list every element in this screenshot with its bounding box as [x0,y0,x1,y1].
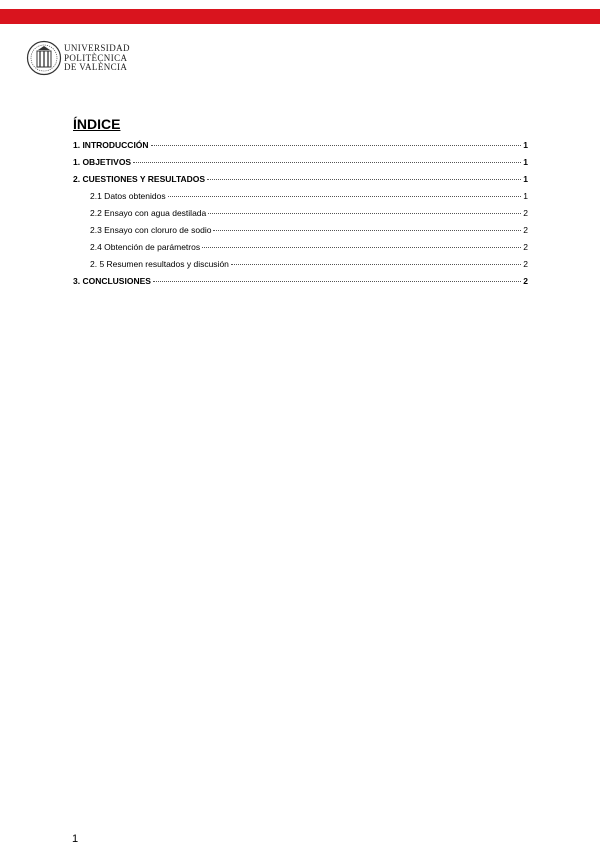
toc-entry-cloruro-sodio[interactable] [73,225,528,242]
page-number: 1 [72,833,79,845]
toc-entry-page: 2 [523,208,528,218]
toc-heading: ÍNDICE [73,116,121,132]
toc-entry-title: 2. 5 Resumen resultados y discusión [90,259,229,269]
header-accent-bar [0,9,600,24]
university-name [64,44,130,73]
toc-entry-cuestiones-resultados[interactable] [73,174,528,191]
toc-entry-objetivos[interactable] [73,157,528,174]
toc-entry-title: 2.4 Obtención de parámetros [90,242,201,252]
logo-line-3: DE VALÈNCIA [64,62,128,72]
toc-entry-page: 2 [523,259,528,269]
toc-dot-leader [202,247,521,248]
toc-entry-title: 2. CUESTIONES Y RESULTADOS [73,174,206,184]
toc-entry-page: 1 [523,157,528,167]
logo-line-1: UNIVERSIDAD [64,43,130,53]
toc-entry-page: 1 [523,191,528,201]
toc-dot-leader [208,213,521,214]
toc-dot-leader [213,230,521,231]
toc-dot-leader [207,179,521,180]
logo-line-2: POLITÈCNICA [64,52,128,63]
toc-entry-conclusiones[interactable] [73,276,528,293]
toc-entry-page: 1 [523,140,528,150]
university-logo [26,40,136,78]
toc-entry-title: 3. CONCLUSIONES [73,276,151,286]
toc-entry-resumen[interactable] [73,259,528,276]
toc-entry-title: 2.1 Datos obtenidos [90,191,166,201]
toc-dot-leader [231,264,521,265]
toc-dot-leader [133,162,521,163]
toc-entry-introduccion[interactable] [73,140,528,157]
toc-entry-title: 2.3 Ensayo con cloruro de sodio [90,225,212,235]
toc-entry-datos-obtenidos[interactable] [73,191,528,208]
toc-entry-page: 2 [523,225,528,235]
toc-entry-title: 1. OBJETIVOS [73,157,132,167]
toc-entry-title: 1. INTRODUCCIÓN [73,140,149,150]
university-seal-icon [26,40,62,76]
toc-entry-page: 2 [523,276,528,286]
toc-entry-agua-destilada[interactable] [73,208,528,225]
toc-entry-page: 1 [523,174,528,184]
toc-entry-parametros[interactable] [73,242,528,259]
toc-entry-title: 2.2 Ensayo con agua destilada [90,208,207,218]
toc-dot-leader [153,281,521,282]
toc-dot-leader [151,145,522,146]
toc-entry-page: 2 [523,242,528,252]
toc-dot-leader [168,196,522,197]
table-of-contents [73,140,528,293]
